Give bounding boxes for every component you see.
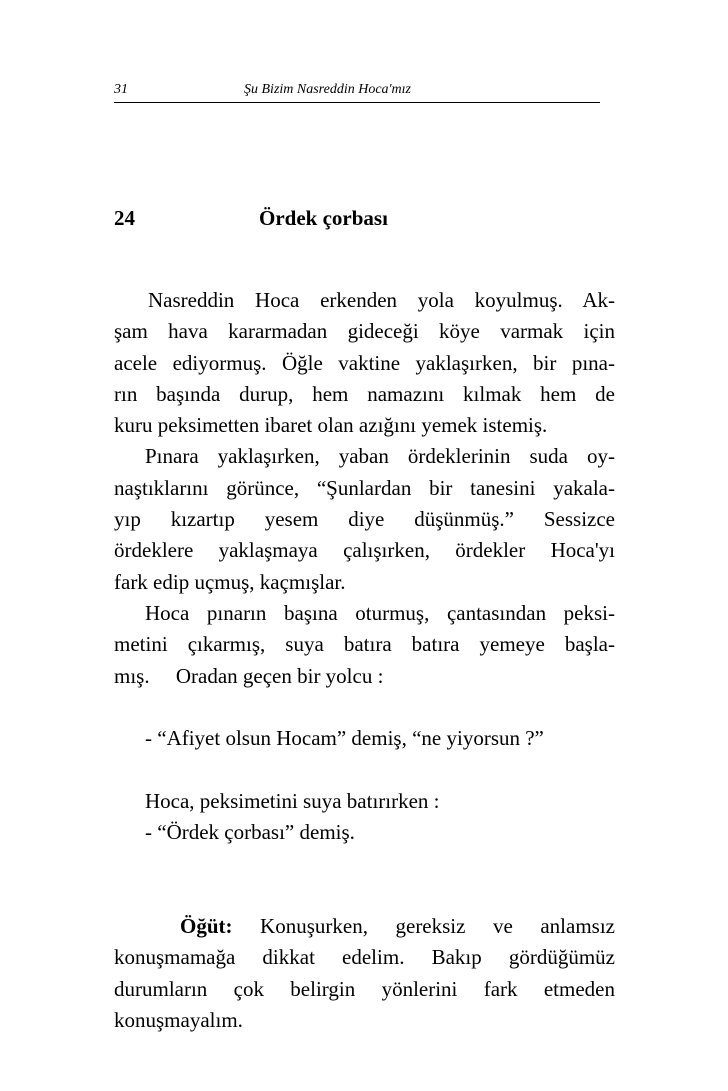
running-title: Şu Bizim Nasreddin Hoca'mız: [244, 82, 411, 97]
dialogue-line: Hoca, peksimetini suya batırırken :: [145, 788, 440, 813]
story-line: kuru peksimetten ibaret olan azığını yemek istemiş.: [114, 413, 548, 438]
story-line: fark edip uçmuş, kaçmışlar.: [114, 569, 346, 594]
dialogue-line: - “Afiyet olsun Hocam” demiş, “ne yiyorsun ?”: [145, 726, 544, 751]
story-line: acele ediyormuş. Öğle vaktine yaklaşırken, bir pına-: [114, 350, 615, 375]
story-line: Nasreddin Hoca erkenden yola koyulmuş. Ak-: [148, 288, 615, 312]
chapter-title: Ördek çorbası: [259, 206, 388, 230]
page-header: [114, 82, 600, 103]
story-line: mış. Oradan geçen bir yolcu :: [114, 663, 384, 688]
story-line: Hoca pınarın başına oturmuş, çantasından peksi-: [145, 600, 615, 625]
moral-line: konuşmamağa dikkat edelim. Bakıp gördüğümüz: [114, 945, 615, 970]
story-line: metini çıkarmış, suya batıra batıra yemeye başla-: [114, 632, 615, 657]
story-body: [114, 285, 615, 1036]
moral-label: Öğüt:: [180, 913, 233, 938]
moral-text: Konuşurken, gereksiz ve anlamsız: [260, 913, 615, 938]
page-number: 31: [114, 82, 128, 97]
story-line: Pınara yaklaşırken, yaban ördeklerinin suda oy-: [145, 444, 615, 469]
story-line: yıp kızartıp yesem diye düşünmüş.” Sessizce: [114, 507, 615, 532]
story-line: naştıklarını görünce, “Şunlardan bir tanesini yakala-: [114, 475, 615, 500]
story-line: rın başında durup, hem namazını kılmak hem de: [114, 381, 615, 406]
moral-first-line: [114, 911, 615, 942]
story-line: şam hava kararmadan gideceği köye varmak için: [114, 319, 615, 344]
moral-line: durumların çok belirgin yönlerini fark etmeden: [114, 976, 615, 1001]
chapter-number: 24: [114, 206, 135, 230]
dialogue-line: - “Ördek çorbası” demiş.: [145, 820, 355, 845]
moral-line: konuşmayalım.: [114, 1007, 243, 1032]
story-line: ördeklere yaklaşmaya çalışırken, ördekler Hoca'yı: [114, 538, 615, 563]
